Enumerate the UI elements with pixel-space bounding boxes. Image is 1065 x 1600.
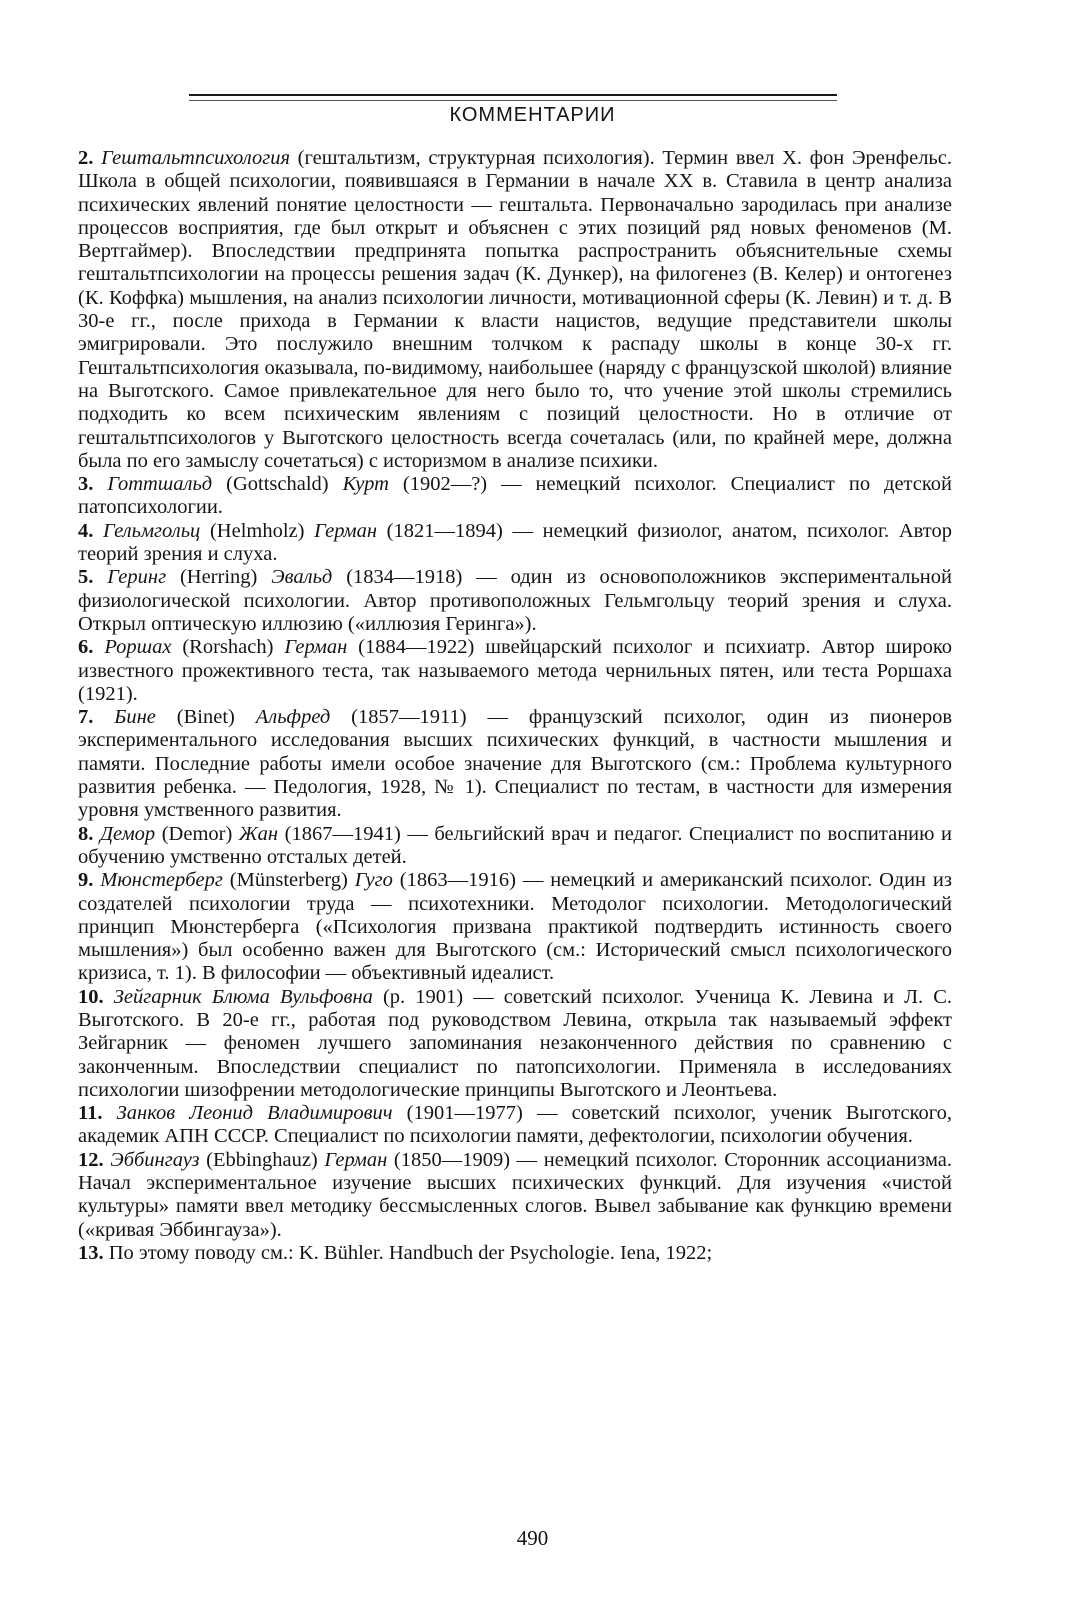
- note-3: [78, 473, 952, 520]
- note-number: 4.: [78, 519, 94, 542]
- note-term: Геринг: [107, 566, 167, 589]
- note-text: (гештальтизм, структурная психология). Термин ввел Х. фон Эренфельс. Школа в общей психологии, появившаяся в Германии в начале XX в. Ставила в центр анализа психических явлений понятие целостности — гештальта. Первоначально зародилась при анализе процессов восприятия, где был открыт и объяснен с этих позиций ряд новых феноменов (М. Вертгаймер). Впоследствии предпринята попытка распространить объяснительные схемы гештальтпсихологии на процессы решения задач (К. Дункер), на филогенез (В. Келер) и онтогенез (К. Коффка) мышления, на анализ психологии личности, мотивационной сферы (К. Левин) и т. д. В 30-е гг., после прихода в Германии к власти нацистов, ведущие представители школы эмигрировали. Это послужило внешним толчком к распаду школы в конце 30-х гг. Гештальтпсихология оказывала, по-видимому, наибольшее (наряду с французской школой) влияние на Выготского. Самое привлекательное для него было то, что учение этой школы стремились подходить ко всем психическим явлениям с позиций целостности. Но в отличие от гештальтпсихологов у Выготского целостность всегда сочеталась (или, по крайней мере, должна была по его замыслу сочетаться) с историзмом в анализе психики.: [78, 147, 952, 472]
- note-text: (1901—1977) — советский психолог, ученик Выготского, академик АПН СССР. Специалист по психологии памяти, дефектологии, психологии обучения.: [78, 1102, 953, 1148]
- note-number: 9.: [78, 869, 94, 892]
- note-12: [78, 1149, 952, 1242]
- note-text: (1867—1941) — бельгийский врач и педагог. Специалист по воспитанию и обучению умственно отсталых детей.: [78, 822, 952, 868]
- note-10: [78, 986, 952, 1102]
- note-7: [78, 706, 952, 822]
- note-latin-name: (Binet): [155, 706, 256, 729]
- note-text: По этому поводу см.: K. Bühler. Handbuch der Psychologie. Iena, 1922;: [103, 1241, 713, 1264]
- page-number: 490: [516, 1526, 549, 1550]
- note-given-name: Гуго: [354, 869, 393, 892]
- note-number: 8.: [78, 822, 94, 845]
- header-rule: [189, 94, 837, 96]
- note-latin-name: (Helmholz): [200, 519, 315, 542]
- note-4: [78, 520, 952, 567]
- note-term: Гештальтпсихология: [101, 147, 290, 169]
- note-text: (1850—1909) — немецкий психолог. Сторонник ассоцианизма. Начал экспериментальное изучение высших психических функций. Для изучения «чистой культуры» памяти ввел методику бессмысленных слогов. Вывел забывание как функцию времени («кривая Эббингауза»).: [78, 1148, 952, 1241]
- note-latin-name: (Münsterberg): [222, 869, 355, 892]
- note-11: [78, 1102, 952, 1149]
- note-number: 10.: [78, 985, 104, 1008]
- note-given-name: Герман: [314, 519, 378, 542]
- note-term: Зейгарник Блюма Вульфовна: [113, 985, 373, 1008]
- note-9: [78, 869, 952, 985]
- comments-body: [78, 147, 952, 1265]
- note-5: [78, 566, 952, 636]
- note-number: 12.: [78, 1148, 104, 1171]
- note-text: (1902—?) — немецкий психолог. Специалист по детской патопсихологии.: [78, 473, 953, 519]
- header-rule-thin: [189, 100, 837, 101]
- note-text: (1863—1916) — немецкий и американский психолог. Один из создателей психологии труда — психотехники. Методолог психологии. Методологический принцип Мюнстерберга («Психология призвана практикой подтвердить истинность своего мышления») был особенно важен для Выготского (см.: Исторический смысл психологического кризиса, т. 1). В философии — объективный идеалист.: [78, 869, 952, 985]
- note-latin-name: (Ebbinghauz): [199, 1148, 325, 1171]
- note-latin-name: (Herring): [166, 566, 272, 589]
- note-number: 5.: [78, 566, 94, 589]
- note-text: (1834—1918) — один из основоположников экспериментальной физиологической психологии. Автор противоположных Гельмгольцу теорий зрения и слуха. Открыл оптическую иллюзию («иллюзия Геринга»).: [78, 566, 952, 635]
- note-text: (1821—1894) — немецкий физиолог, анатом, психолог. Автор теорий зрения и слуха.: [78, 519, 952, 566]
- note-term: Занков Леонид Владимирович: [116, 1102, 393, 1125]
- note-13: [78, 1242, 952, 1265]
- note-given-name: Жан: [238, 822, 279, 845]
- note-number: 11.: [78, 1102, 103, 1125]
- note-term: Эббингауз: [110, 1148, 200, 1171]
- note-latin-name: (Gottschald): [212, 473, 343, 496]
- note-text: (1884—1922) швейцарский психолог и психиатр. Автор широко известного прожективного теста, так называемого метода чернильных пятен, или теста Роршаха (1921).: [78, 636, 952, 705]
- note-number: 6.: [78, 636, 94, 659]
- note-text: (р. 1901) — советский психолог. Ученица К. Левина и Л. С. Выготского. В 20-е гг., работая под руководством Левина, открыла так называемый эффект Зейгарник — феномен лучшего запоминания незаконченного действия по сравнению с законченным. Впоследствии специалист по патопсихологии. Применяла в исследованиях психологии шизофрении методологические принципы Выготского и Леонтьева.: [78, 985, 953, 1101]
- note-6: [78, 636, 952, 706]
- note-8: [78, 823, 952, 870]
- note-number: 7.: [78, 706, 94, 729]
- note-2: [78, 147, 952, 473]
- note-given-name: Герман: [324, 1148, 388, 1171]
- note-given-name: Курт: [342, 473, 389, 496]
- note-term: Гельмгольц: [103, 519, 201, 542]
- note-term: Готтшальд: [107, 473, 213, 496]
- note-text: (1857—1911) — французский психолог, один из пионеров экспериментального исследования высших психических функций, в частности мышления и памяти. Последние работы имели особое значение для Выготского (см.: Проблема культурного развития ребенка. — Педология, 1928, № 1). Специалист по тестам, в частности для измерения уровня умственного развития.: [78, 706, 953, 822]
- note-term: Бине: [114, 706, 156, 729]
- note-term: Роршах: [104, 636, 172, 659]
- note-latin-name: (Rorshach): [171, 636, 285, 659]
- page-heading: КОММЕНТАРИИ: [449, 104, 616, 126]
- note-latin-name: (Demor): [155, 822, 239, 845]
- note-number: 3.: [78, 473, 94, 496]
- note-given-name: Альфред: [255, 706, 331, 729]
- note-given-name: Герман: [284, 636, 348, 659]
- note-term: Мюнстерберг: [100, 869, 223, 892]
- note-number: 2.: [78, 147, 94, 169]
- note-term: Демор: [99, 822, 156, 845]
- note-number: 13.: [78, 1241, 104, 1264]
- note-given-name: Эвальд: [271, 566, 333, 589]
